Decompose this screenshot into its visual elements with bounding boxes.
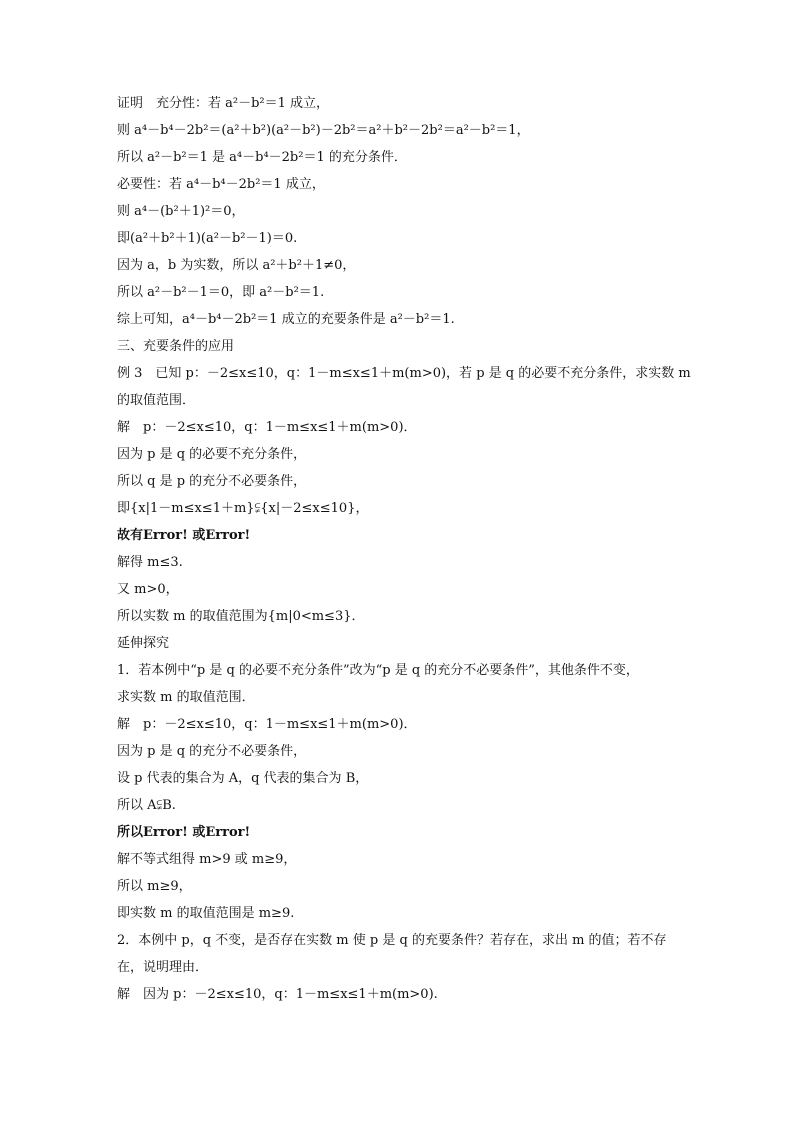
solution-result-line: 解得 m≤3.: [117, 555, 183, 570]
solution-line: 解 p：－2≤x≤10，q：1－m≤x≤1＋m(m>0)．: [117, 420, 417, 435]
section-heading: 三、充要条件的应用: [117, 339, 235, 354]
extension-1-inequality-line: 解不等式组得 m>9 或 m≥9，: [117, 852, 297, 867]
solution-range-line: 所以实数 m 的取值范围为{m|0<m≤3}．: [117, 609, 365, 624]
example-3-line: 例 3 已知 p：－2≤x≤10，q：1－m≤x≤1＋m(m>0)，若 p 是 q 的必要不充分条件，求实数 m: [117, 366, 691, 381]
solution-constraint-line: 又 m>0，: [117, 582, 179, 597]
error-placeholder-line: 故有Error! 或Error!: [117, 528, 251, 543]
example-3-continuation: 的取值范围．: [117, 393, 196, 408]
proof-expansion-line: 则 a⁴－b⁴－2b²＝(a²＋b²)(a²－b²)－2b²＝a²＋b²－2b²＝a²－b²＝1，: [117, 123, 530, 138]
summary-line: 综上可知，a⁴－b⁴－2b²＝1 成立的充要条件是 a²－b²＝1.: [117, 312, 455, 327]
necessity-conclusion-line: 所以 a²－b²－1＝0，即 a²－b²＝1.: [117, 285, 325, 300]
solution-step-2: 所以 q 是 p 的充分不必要条件，: [117, 474, 307, 489]
extension-1-step-3: 所以 A⫋B.: [117, 798, 176, 813]
sufficient-condition-line: 所以 a²－b²＝1 是 a⁴－b⁴－2b²＝1 的充分条件．: [117, 150, 407, 165]
real-number-line: 因为 a，b 为实数，所以 a²＋b²＋1≠0，: [117, 258, 356, 273]
necessity-step-2: 即(a²＋b²＋1)(a²－b²－1)＝0.: [117, 231, 298, 246]
necessity-step-1: 则 a⁴－(b²＋1)²＝0，: [117, 204, 245, 219]
extension-2-solution: 解 因为 p：－2≤x≤10，q：1－m≤x≤1＋m(m>0).: [117, 987, 438, 1002]
extension-1-step-2: 设 p 代表的集合为 A，q 代表的集合为 B，: [117, 771, 369, 786]
necessity-line: 必要性：若 a⁴－b⁴－2b²＝1 成立，: [117, 177, 325, 192]
extension-1-line: 1．若本例中“p 是 q 的必要不充分条件”改为“p 是 q 的充分不必要条件”，其他条件不变，: [117, 663, 639, 678]
solution-set-inclusion: 即{x|1－m≤x≤1＋m}⫋{x|－2≤x≤10}，: [117, 501, 369, 516]
extension-1-error-line: 所以Error! 或Error!: [117, 825, 251, 840]
proof-sufficiency-line: 证明 充分性：若 a²－b²＝1 成立，: [117, 96, 330, 111]
extension-1-continuation: 求实数 m 的取值范围．: [117, 690, 255, 705]
solution-step-1: 因为 p 是 q 的必要不充分条件，: [117, 447, 307, 462]
extension-1-solution: 解 p：－2≤x≤10，q：1－m≤x≤1＋m(m>0)．: [117, 717, 417, 732]
extension-2-continuation: 在，说明理由．: [117, 960, 209, 975]
extension-1-result-line: 所以 m≥9，: [117, 879, 192, 894]
extension-2-line: 2．本例中 p，q 不变，是否存在实数 m 使 p 是 q 的充要条件？若存在，求出 m 的值；若不存: [117, 933, 667, 948]
extension-heading: 延伸探究: [117, 636, 170, 651]
extension-1-step-1: 因为 p 是 q 的充分不必要条件，: [117, 744, 307, 759]
extension-1-range-line: 即实数 m 的取值范围是 m≥9.: [117, 906, 295, 921]
